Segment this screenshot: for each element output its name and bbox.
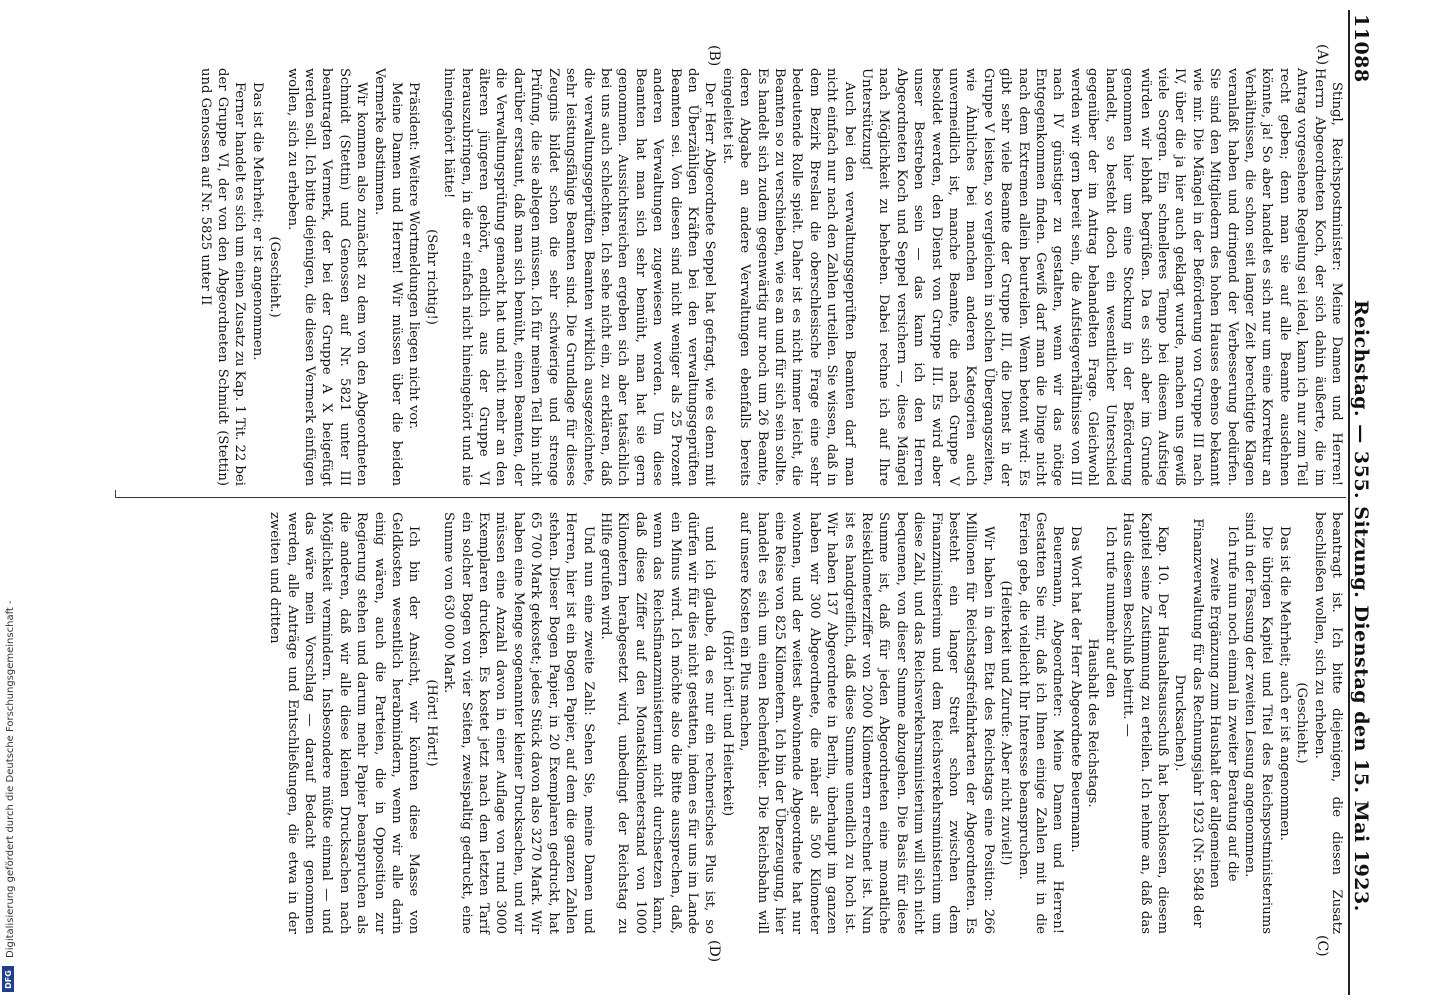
margin-mark-d: (D) [706, 940, 722, 963]
paragraph: Ich rufe nunmehr auf den [1102, 526, 1118, 698]
paragraph: Der Herr Abgeordnete Seppel hat gefragt, wie es denn mit den Überzähligen Kräften bei den verwaltungsgeprüften Beamten sei. Von diesen sind nicht weniger als 25 Prozent anderen Verwaltungen zugewiesen worden. Um diese Beamten hat man sich sehr bemüht, man hat sie gern genommen. Aussichtsreichen ergeben sich aber tatsächlich bei uns auch schlechten. Ich sehe nicht ein, zu erklären, daß die verwaltungsgeprüften Beamten wirklich ausgezeichnete, sehr leistungsfähige Beamten sind. Die Grundlage für dieses Zeugnis bildet schon die sehr schwierige und strenge Prüfung, die sie ablegen müssen. Ich für meinen Teil bin nicht darüber erstaunt, daß man sich bemüht, einen Beamten, der die Verwaltungsprüfung gemacht hat und nicht mehr an den älteren jüngeren gehört, endlich aus der Gruppe VI herauszubringen, in die er einfach nicht hineingehört und nie hineingehört hätte! [441, 68, 718, 486]
paragraph: Die übrigen Kapitel und Titel des Reichspostministeriums sind in der Fassung der zweiten Lesung angenommen. [1241, 512, 1275, 934]
paragraph: Präsident: Weitere Wortmeldungen liegen nicht vor. [406, 82, 422, 430]
paragraph: Wir kommen also zunächst zu dem von den Abgeordneten Schmidt (Stettin) und Genossen auf Nr. 5821 unter III beantragten Vermerk, der bei der Gruppe A X beigefügt werden soll. Ich bitte diejenigen, die diesen Vermerk einfügen wollen, sich zu erheben. [284, 68, 370, 486]
paragraph: Wir haben in dem Etat des Reichstags eine Position: 266 Millionen für Reichstagsfreifahrkarten der Abgeordneten. Es besteht ein langer Streit schon zwischen dem Finanzministerium und dem Reichsverkehrsministerium um diese Zahl, und das Reichsverkehrsministerium will sich nicht bequemen, von dieser Summe abzugehen. Die Basis für diese Summe ist, daß für jeden Abgeordneten eine monatliche Reisekilometerziffer von 2000 Kilometern errechnet ist. Nun ist es handgreiflich, daß diese Summe unendlich zu hoch ist. Wir haben 137 Abgeordnete in Berlin, überhaupt im ganzen haben wir 300 Abgeordnete, die näher als 500 Kilometer wohnen, und der weitest abwohnende Abgeordnete hat nur eine Reise von 825 Kilometern. Ich bin der Überzeugung, hier handelt es sich um einen Rechenfehler. Die Reichsbahn will auf unsere Kosten ein Plus machen, [737, 512, 996, 934]
paragraph: Das Wort hat der Herr Abgeordnete Beuermann. [1067, 526, 1083, 853]
paragraph: Beuermann, Abgeordneter: Meine Damen und Herren! Gestatten Sie mir, daß ich Ihnen einige Zahlen mit in die Ferien gebe, die vielleicht Ihr Interesse beanspruchen. [1015, 512, 1066, 934]
paragraph: Ferner handelt es sich um einen Zusatz zu Kap. 1 Tit. 22 bei der Gruppe VI, der von den Abgeordneten Schmidt (Stettin) und Genossen auf Nr. 5825 unter II [197, 68, 248, 486]
dfg-logo [2, 966, 14, 992]
paragraph: beantragt ist. Ich bitte diejenigen, die diesen Zusatz beschließen wollen, sich zu erheben. [1311, 512, 1344, 934]
paragraph: und ich glaube, da es nur ein rechnerisches Plus ist, so dürfen wir für dies nicht gestatten, indem es für uns im Lande ein Minus wird. Ich möchte also die Bitte aussprechen, daß, wenn das Reichsfinanzministerium nicht durchsetzen kann, daß diese Ziffer auf den Monatskilometerstand von 1000 Kilometern herabgesetzt wird, unbedingt der Reichstag zu Hilfe gerufen wird. [597, 512, 718, 934]
page-header-title: Reichstag. — 355. Sitzung. Dienstag den 15. Mai 1923. [1350, 300, 1372, 912]
paragraph: Das ist die Mehrheit; er ist angenommen. [249, 82, 265, 361]
paragraph: Kap. 10. Der Haushaltsausschuß hat beschlossen, diesem Kapitel seine Zustimmung zu erteilen. Ich nehme an, daß das Haus diesem Beschluß beitritt. — [1120, 512, 1170, 934]
paragraph: (Hört! Hört!) [423, 679, 439, 767]
paragraph: Ich rufe nun noch einmal in zweiter Beratung auf die [1224, 526, 1240, 882]
text-column-left [120, 68, 1345, 486]
header-rule [1348, 10, 1350, 995]
column-divider-line [116, 497, 1346, 498]
paragraph: Das ist die Mehrheit; auch er ist angenommen. [1276, 526, 1292, 841]
paragraph: Ich bin der Ansicht, wir könnten diese Masse von Geldkosten wesentlich herabmindern, wenn wir alle darin einig wären, auch die Parteien, die in Opposition zur Regierung stehen und darum mehr Papier beanspruchen als die anderen, daß wir alle diese kleinen Drucksachen nach Möglichkeit vermindern. Insbesondere müßte einmal — und das wäre mein Vorschlag — darauf Bedacht genommen werden, alle Anträge und Entschließungen, die etwa in der zweiten und dritten [267, 512, 422, 934]
paragraph: Haushalt des Reichstags. [1085, 638, 1101, 808]
paragraph: (Geschieht.) [1294, 682, 1310, 764]
paragraph: zweite Ergänzung zum Haushalt der allgemeinen Finanzverwaltung für das Rechnungsjahr 1923 (Nr. 5848 der Drucksachen). [1172, 518, 1223, 928]
paragraph: Auch bei den verwaltungsgeprüften Beamten darf man nicht einfach nur nach den Zahlen urteilen. Sie wissen, daß in dem Bezirk Breslau die oberschlesische Frage eine sehr bedeutende Rolle spielt. Daher ist es nicht immer leicht, die Beamten so zu verschieben, wie es an und für sich sein sollte. Es handelt sich zudem gegenwärtig nur noch um 26 Beamte, deren Abgabe an andere Verwaltungen ebenfalls bereits eingeleitet ist. [719, 68, 857, 486]
margin-mark-c: (C) [1314, 935, 1330, 957]
margin-mark-a: (A) [1314, 44, 1330, 66]
paragraph: (Hört! hört! und Heiterkeit) [719, 629, 735, 817]
dfg-logo-text: DFG [3, 969, 13, 989]
page-number: 11088 [1350, 14, 1372, 83]
paragraph: (Sehr richtig!) [423, 229, 439, 325]
paragraph: Stingl, Reichspostminister: Meine Damen und Herren! Herrn Abgeordneten Koch, der sich dahin äußerte, die im Antrag vorgesehene Regelung sei ideal, kann ich nur zum Teil recht geben; denn man sie auf alle Beamte ausdehnen könnte, ja! So aber handelt es sich nur um eine Korrektur an Verhältnissen, die schon seit langer Zeit berechtigte Klagen veranlaßt haben und dringend der Verbesserung bedürfen. Sie sind den Mitgliedern des hohen Hauses ebenso bekannt wie mir. Die Mängel in der Beförderung von Gruppe III nach IV, über die ja hier auch geklagt wurde, machen uns gewiß viele Sorgen. Ein schnelleres Tempo bei diesem Aufstieg würden wir lebhaft begrüßen. Da es sich aber im Grunde genommen hier um eine Stockung in der Beförderung handelt, so besteht doch ein wesentlicher Unterschied gegenüber der im Antrag behandelten Frage. Gleichwohl werden wir gern bereit sein, die Aufstiegverhältnisse von III nach IV günstiger zu gestalten, wenn wir das nötige Entgegenkommen finden. Gewiß darf man die Dinge nicht nach dem Extremen allein beurteilen. Wenn betont wird: Es gibt sehr viele Beamte der Gruppe III, die Dienst in der Gruppe V leisten, so vergleichen in solchen Übergangszeiten, wie Ähnliches bei manchen anderen Kategorien auch unvermeidlich ist, manche Beamte, die nach Gruppe V besoldet werden, den Dienst von Gruppe III. Es wird aber unser Bestreben sein — das kann ich den Herren Abgeordneten Koch und Seppel versichern —, diese Mängel nach Möglichkeit zu beheben. Dabei rechne ich auf Ihre Unterstützung! [859, 68, 1344, 486]
text-column-right [120, 512, 1345, 934]
digitization-note: Digitalisierung gefördert durch die Deutsche Forschungsgemeinschaft - [5, 600, 16, 958]
margin-mark-b: (B) [706, 45, 722, 67]
paragraph: (Geschieht.) [267, 236, 283, 318]
paragraph: Und nun eine zweite Zahl: Sehen Sie, meine Damen und Herren, hier ist ein Bogen Papier, auf dem die ganzen Zahlen stehen. Dieser Bogen Papier, in 20 Exemplaren gedruckt, hat 65 700 Mark gekostet; jedes Stück davon also 3270 Mark. Wir haben eine Menge sogenannter kleiner Drucksachen, und wir müssen eine Anzahl davon in einer Auflage von rund 3000 Exemplaren drucken. Es kostet jetzt nach dem letzten Tarif ein solcher Bogen von vier Seiten, zweispaltig gedruckt, eine Summe von 630 000 Mark. [441, 512, 596, 934]
paragraph: (Heiterkeit und Zurufe: Aber nicht zuviel!) [998, 580, 1014, 866]
paragraph: Meine Damen und Herren! Wir müssen über die beiden Vermerke abstimmen. [371, 68, 405, 486]
